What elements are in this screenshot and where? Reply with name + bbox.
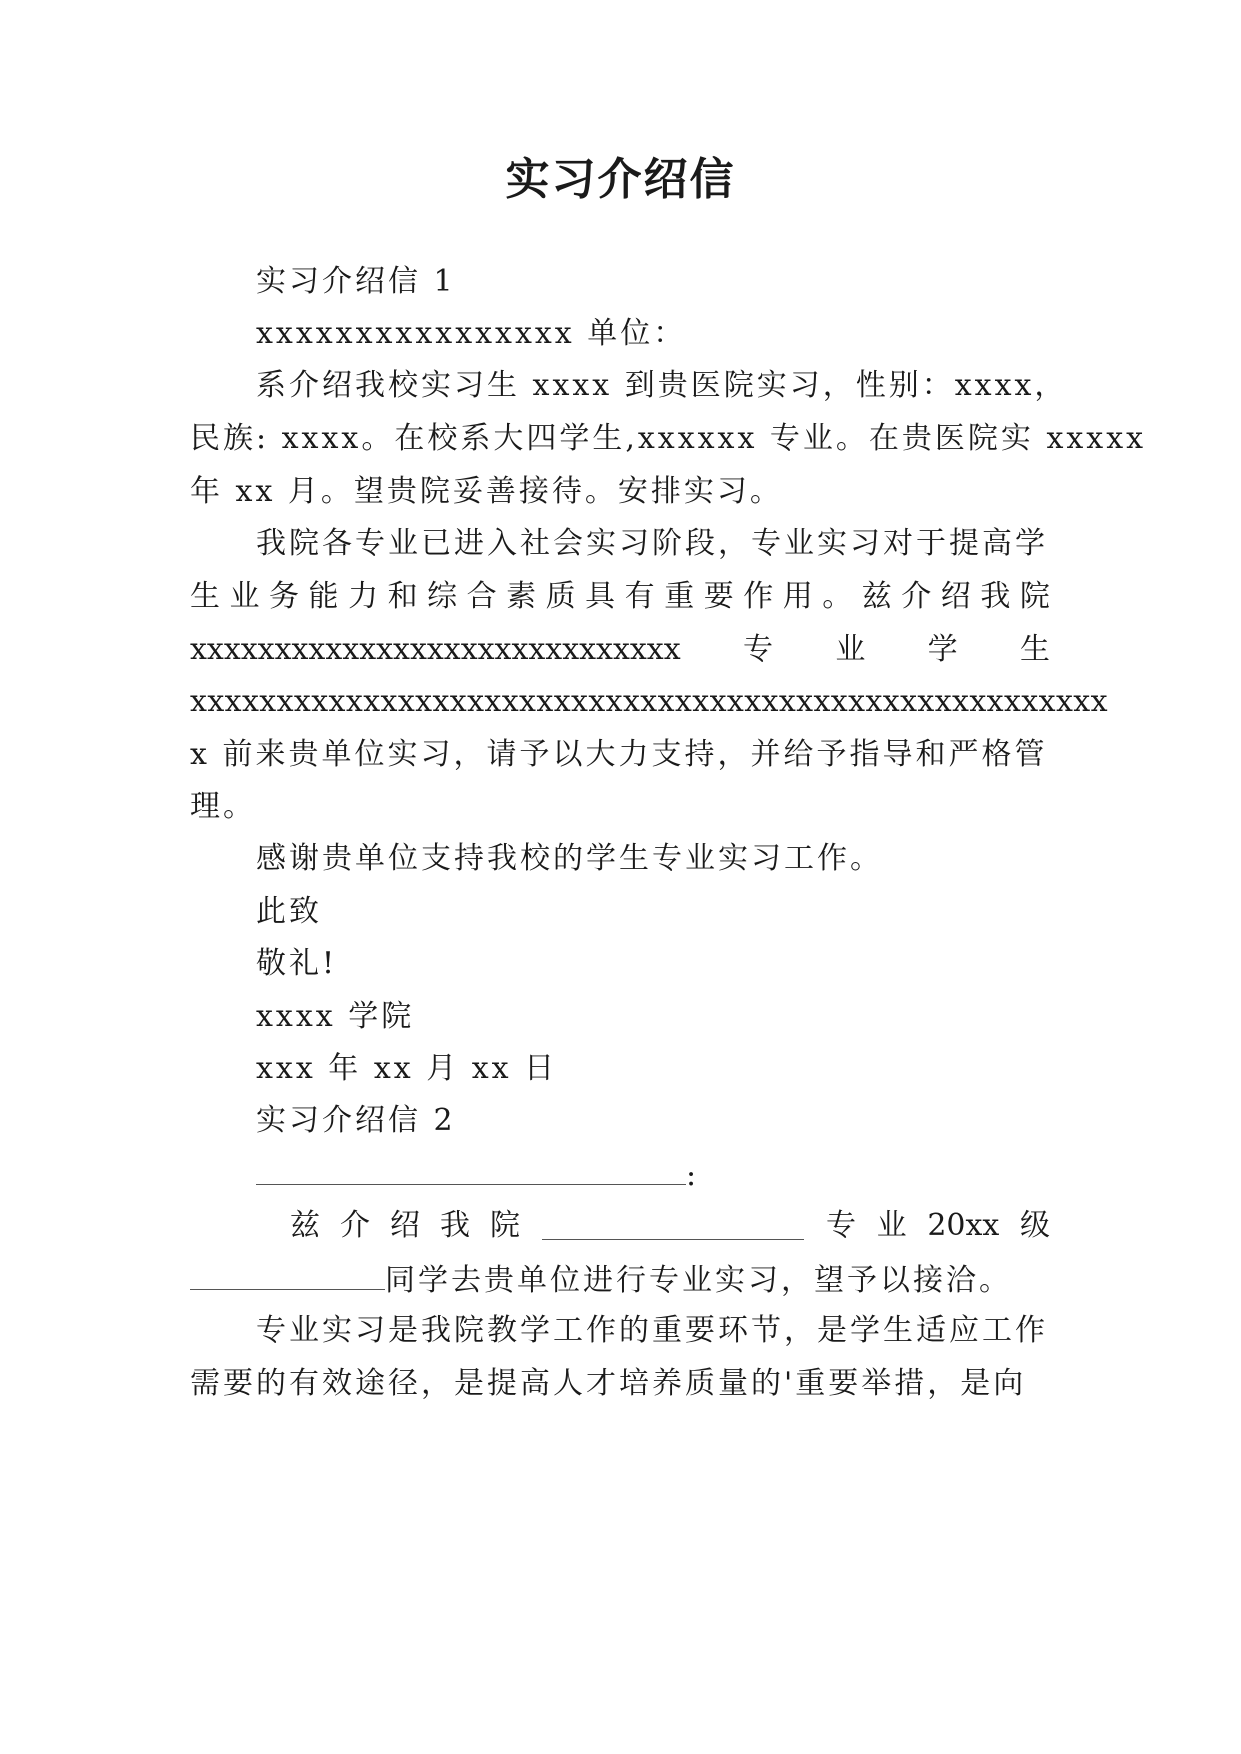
justified-char: 20xx [927,1208,1000,1243]
salutation-colon: : [686,1158,700,1193]
letter1-p2-line6: 理。 [190,789,256,824]
justified-char: 兹 [290,1208,320,1243]
letter1-thanks: 感谢贵单位支持我校的学生专业实习工作。 [256,841,883,876]
justified-char: 我 [980,579,1011,614]
letter2-p2-line1: 专业实习是我院教学工作的重要环节，是学生适应工作 [256,1313,1048,1348]
letter2-p1-line1 [290,1206,1050,1246]
salutation-blank[interactable] [256,1154,686,1185]
justified-char: 业 [229,579,260,614]
letter1-p2-line1: 我院各专业已进入社会实习阶段，专业实习对于提高学 [256,526,1048,561]
letter2-heading: 实习介绍信 2 [256,1103,456,1138]
justified-char: 生 [1019,632,1050,667]
justified-char: 具 [585,579,616,614]
justified-char: 力 [348,579,379,614]
letter1-signature: xxxx 学院 [256,999,415,1034]
justified-char: 专 [826,1208,856,1243]
letter1-closing-jingli: 敬礼! [256,946,338,981]
letter1-p1-line3: 年 xx 月。望贵院妥善接待。安排实习。 [190,474,783,509]
justified-char: 介 [340,1208,370,1243]
justified-char: 兹 [861,579,892,614]
letter1-date: xxx 年 xx 月 xx 日 [256,1051,558,1086]
justified-xs: xxxxxxxxxxxxxxxxxxxxxxxxxxxxx [190,632,681,667]
justified-char: 介 [901,579,932,614]
justified-char: 级 [1019,1208,1050,1243]
justified-char: 要 [703,579,734,614]
student-name-blank[interactable] [190,1259,385,1290]
justified-char: 质 [545,579,576,614]
justified-char: 合 [466,579,497,614]
letter1-p2-line2 [190,577,1050,617]
justified-char: 重 [664,579,695,614]
justified-char: 综 [427,579,458,614]
justified-char: 有 [624,579,655,614]
letter1-p1-line1: 系介绍我校实习生 xxxx 到贵医院实习，性别：xxxx， [256,368,1068,403]
letter1-p2-line3 [190,630,1050,670]
letter2-salutation [256,1154,1050,1196]
letter1-p2-line4: xxxxxxxxxxxxxxxxxxxxxxxxxxxxxxxxxxxxxxxxxxxxxxxxxxxxx [190,684,1108,719]
letter2-p2-line2: 需要的有效途径，是提高人才培养质量的'重要举措，是向 [190,1366,1027,1401]
letter1-salutation: xxxxxxxxxxxxxxxx 单位： [256,316,687,351]
justified-char: 能 [308,579,339,614]
justified-char: 作 [743,579,774,614]
p1-tail [826,1206,1050,1246]
letter1-closing-cizhi: 此致 [256,894,322,929]
justified-char: 绍 [390,1208,420,1243]
p1-lead [290,1206,520,1246]
document-title: 实习介绍信 [505,154,736,205]
letter1-p1-line2: 民族: xxxx。在校系大四学生,xxxxxx 专业。在贵医院实 xxxxx [190,421,1147,456]
justified-char: 绍 [940,579,971,614]
justified-char: 业 [876,1208,907,1243]
major-blank[interactable] [542,1209,804,1240]
justified-char: 院 [490,1208,520,1243]
justified-char: 。 [822,579,853,614]
justified-char: 和 [387,579,418,614]
justified-char: 业 [835,632,866,667]
letter1-heading: 实习介绍信 1 [256,264,456,299]
justified-char: 院 [1019,579,1050,614]
justified-char: 学 [927,632,958,667]
justified-char: 专 [742,632,773,667]
letter1-p2-line5: x 前来贵单位实习，请予以大力支持，并给予指导和严格管 [190,737,1048,772]
p1-line2-text: 同学去贵单位进行专业实习，望予以接洽。 [385,1263,1012,1298]
justified-char: 我 [440,1208,470,1243]
justified-char: 素 [506,579,537,614]
justified-char: 用 [782,579,813,614]
justified-char: 生 [190,579,220,614]
justified-char: 务 [269,579,300,614]
letter2-p1-line2 [190,1259,1050,1301]
